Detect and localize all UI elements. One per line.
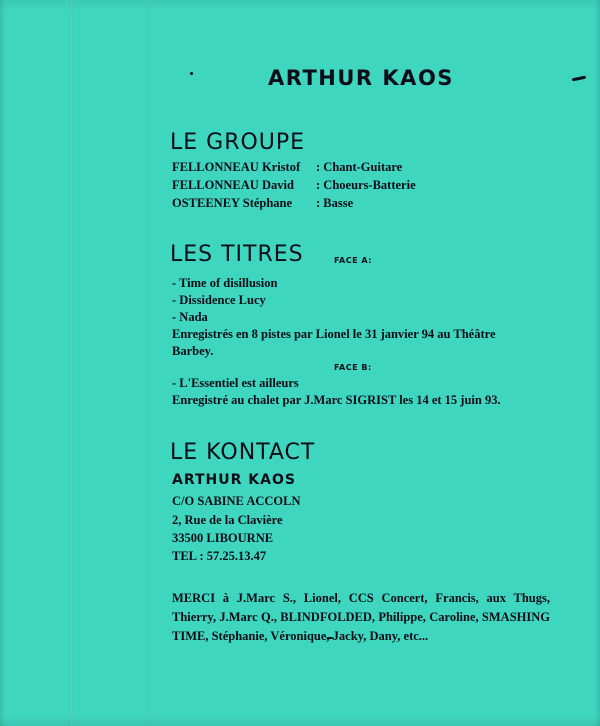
band-title: ARTHUR KAOS [268, 66, 454, 90]
member-role: : Basse [316, 196, 354, 210]
contact-name: ARTHUR KAOS [172, 472, 296, 488]
face-b-note: Enregistré au chalet par J.Marc SIGRIST les 14 et 15 juin 93. [172, 393, 501, 407]
face-a-label: FACE A: [334, 256, 372, 265]
member-name: FELLONNEAU Kristof [172, 160, 301, 174]
thanks-text: MERCI à J.Marc S., Lionel, CCS Concert, Francis, aux Thugs, Thierry, J.Marc Q., BLINDFOLDED, Philippe, Caroline, SMASHING TIME, Stéphanie, Véronique, Jacky, Dany, etc... [172, 590, 550, 643]
track-item: - Time of disillusion [172, 276, 278, 290]
member-name: FELLONNEAU David [172, 178, 294, 192]
address-line: 2, Rue de la Clavière [172, 513, 283, 527]
member-name: OSTEENEY Stéphane [172, 196, 293, 210]
groupe-heading: LE GROUPE [170, 130, 306, 155]
face-a-note: Barbey. [172, 344, 214, 358]
address-line: C/O SABINE ACCOLN [172, 494, 301, 508]
ink-speck [190, 72, 193, 75]
face-b-label: FACE B: [334, 363, 372, 372]
address-line: 33500 LIBOURNE [172, 531, 274, 545]
paper-fold [148, 0, 151, 726]
paper-fold [70, 0, 73, 726]
phone-line: TEL : 57.25.13.47 [172, 549, 267, 563]
track-item: - Dissidence Lucy [172, 293, 266, 307]
face-a-note: Enregistrés en 8 pistes par Lionel le 31 janvier 94 au Théâtre [172, 327, 496, 341]
track-item: - L'Essentiel est ailleurs [172, 376, 299, 390]
titres-heading: LES TITRES [170, 242, 304, 267]
ink-mark [572, 76, 586, 82]
member-role: : Choeurs-Batterie [316, 178, 416, 192]
member-role: : Chant-Guitare [316, 160, 403, 174]
track-item: - Nada [172, 310, 208, 324]
kontact-heading: LE KONTACT [170, 440, 316, 465]
